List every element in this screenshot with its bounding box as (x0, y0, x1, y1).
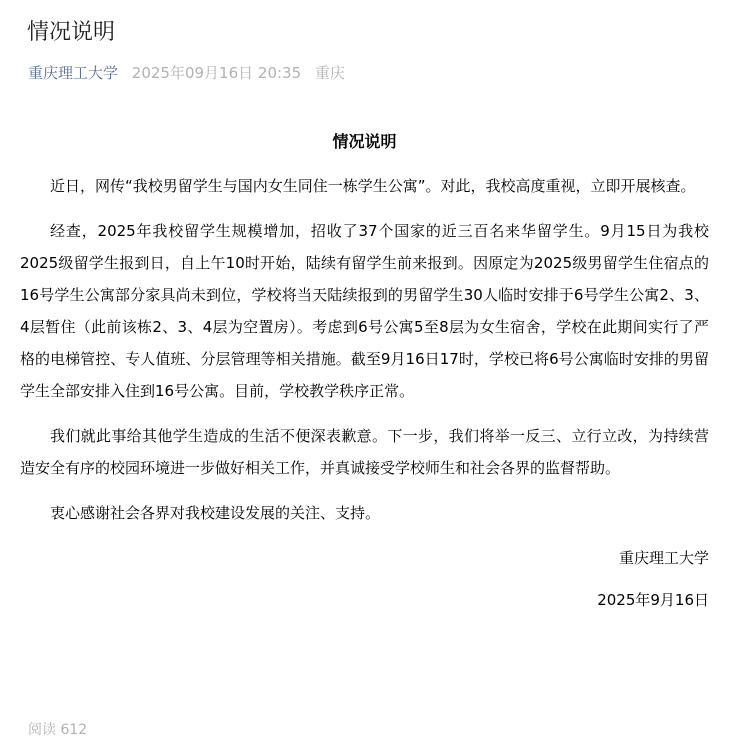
paragraph-1: 近日，网传“我校男留学生与国内女生同住一栋学生公寓”。对此，我校高度重视，立即开展核查。 (50, 177, 696, 195)
page-title: 情况说明 (27, 20, 116, 45)
paragraph-2: 经查，2025年我校留学生规模增加，招收了37个国家的近三百名来华留学生。9月15日为我校2025级留学生报到日，自上午10时开始，陆续有留学生前来报到。因原定为2025级男留学生住宿点的16号学生公寓部分家具尚未到位，学校将当天陆续报到的男留学生30人临时安排于6号学生公寓2、3、4层暂住（此前该栋2、3、4层为空置房）。考虑到6号公寓5至8层为女生宿舍，学校在此期间实行了严格的电梯管控、专人值班、分层管理等相关措施。截至9月16日17时，学校已将6号公寓临时安排的男留学生全部安排入住到16号公寓。目前，学校教学秩序正常。 (20, 222, 709, 400)
article-body (20, 128, 709, 616)
author-link[interactable]: 重庆理工大学 (28, 64, 119, 82)
signature-org: 重庆理工大学 (618, 549, 709, 567)
paragraph-4: 衷心感谢社会各界对我校建设发展的关注、支持。 (50, 504, 381, 522)
publish-time: 2025年09月16日 20:35 (131, 64, 302, 82)
paragraph-3: 我们就此事给其他学生造成的生活不便深表歉意。下一步，我们将举一反三、立行立改，为持续营造安全有序的校园环境进一步做好相关工作，并真诚接受学校师生和社会各界的监督帮助。 (20, 427, 709, 477)
signature-date: 2025年9月16日 (597, 591, 709, 609)
article-heading: 情况说明 (332, 132, 397, 151)
read-count: 阅读 612 (28, 722, 88, 738)
publish-location: 重庆 (314, 64, 345, 82)
article-meta (28, 62, 345, 84)
